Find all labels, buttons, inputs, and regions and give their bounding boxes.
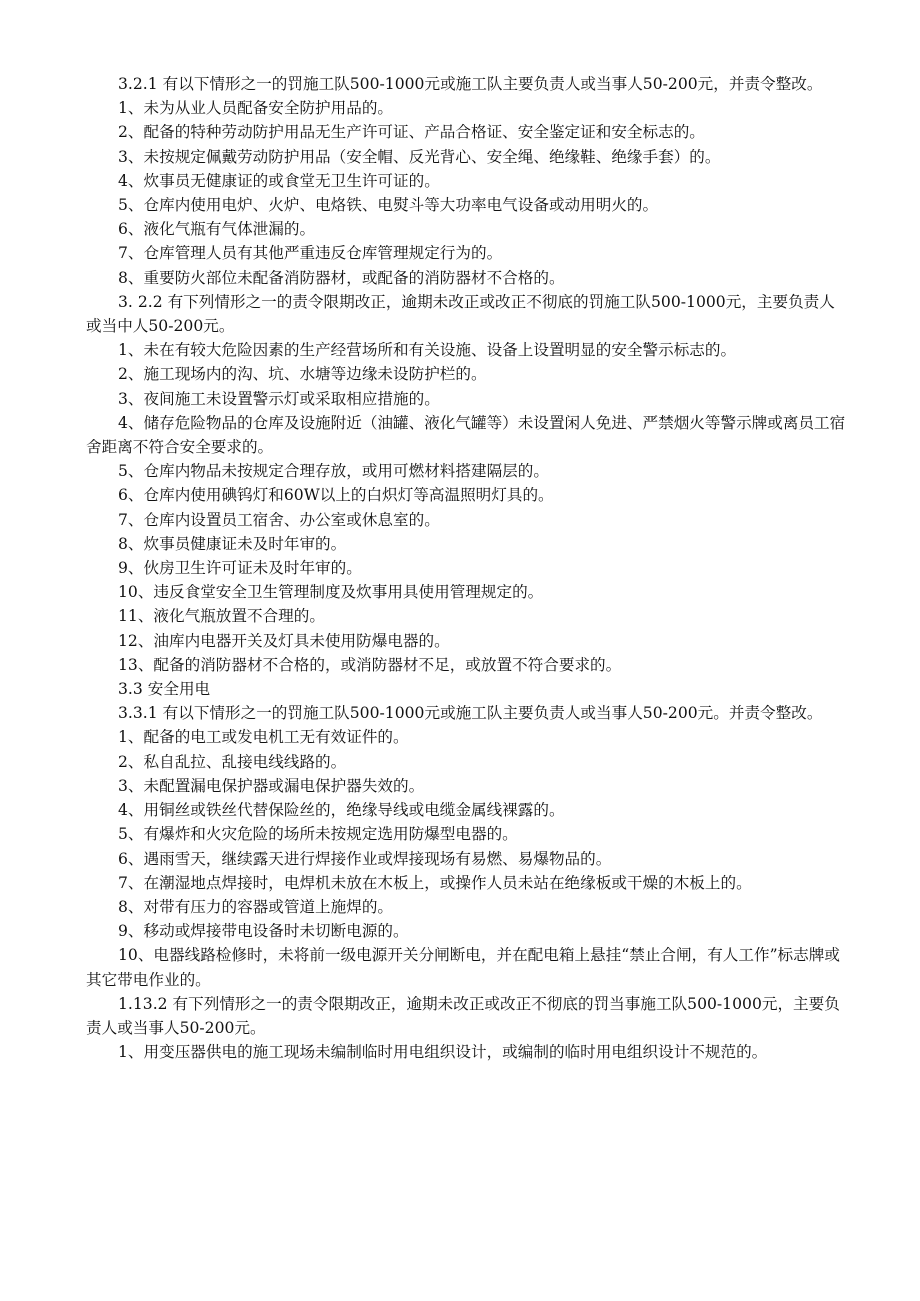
paragraph: 8、对带有压力的容器或管道上施焊的。	[118, 897, 394, 916]
paragraph: 13、配备的消防器材不合格的，或消防器材不足，或放置不符合要求的。	[118, 655, 622, 674]
paragraph: 2、私自乱拉、乱接电线线路的。	[118, 752, 347, 771]
paragraph: 10、违反食堂安全卫生管理制度及炊事用具使用管理规定的。	[118, 583, 544, 602]
paragraph: 3、未配置漏电保护器或漏电保护器失效的。	[118, 776, 425, 795]
paragraph: 4、炊事员无健康证的或食堂无卫生许可证的。	[118, 171, 440, 190]
paragraph: 7、仓库管理人员有其他严重违反仓库管理规定行为的。	[118, 244, 503, 263]
paragraph: 3.3 安全用电	[118, 680, 211, 699]
paragraph: 4、储存危险物品的仓库及设施附近（油罐、液化气罐等）未设置闲人免进、严禁烟火等警示牌或离员工宿舍距离不符合安全要求的。	[86, 413, 846, 457]
paragraph: 8、重要防火部位未配备消防器材，或配备的消防器材不合格的。	[118, 268, 565, 287]
paragraph: 9、移动或焊接带电设备时未切断电源的。	[118, 922, 409, 941]
paragraph: 7、在潮湿地点焊接时，电焊机未放在木板上，或操作人员未站在绝缘板或干燥的木板上的。	[118, 873, 752, 892]
paragraph: 4、用铜丝或铁丝代替保险丝的，绝缘导线或电缆金属线裸露的。	[118, 801, 565, 820]
paragraph: 1.13.2 有下列情形之一的责令限期改正，逾期未改正或改正不彻底的罚当事施工队500-1000元，主要负责人或当事人50-200元。	[86, 994, 840, 1037]
paragraph: 2、配备的特种劳动防护用品无生产许可证、产品合格证、安全鉴定证和安全标志的。	[118, 123, 705, 142]
paragraph: 5、仓库内物品未按规定合理存放，或用可燃材料搭建隔层的。	[118, 462, 549, 481]
paragraph: 10、电器线路检修时，未将前一级电源开关分闸断电，并在配电箱上悬挂“禁止合闸，有人工作”标志牌或其它带电作业的。	[86, 946, 840, 989]
paragraph: 3.3.1 有以下情形之一的罚施工队500-1000元或施工队主要负责人或当事人50-200元。并责令整改。	[118, 704, 823, 723]
paragraph: 12、油库内电器开关及灯具未使用防爆电器的。	[118, 631, 450, 650]
paragraph: 1、未在有较大危险因素的生产经营场所和有关设施、设备上设置明显的安全警示标志的。	[118, 341, 737, 360]
document-page	[86, 72, 846, 1064]
paragraph: 3、未按规定佩戴劳动防护用品（安全帽、反光背心、安全绳、绝缘鞋、绝缘手套）的。	[118, 147, 721, 166]
paragraph: 3、夜间施工未设置警示灯或采取相应措施的。	[118, 389, 440, 408]
paragraph: 6、遇雨雪天，继续露天进行焊接作业或焊接现场有易燃、易爆物品的。	[118, 849, 612, 868]
paragraph: 5、有爆炸和火灾危险的场所未按规定选用防爆型电器的。	[118, 825, 518, 844]
paragraph: 1、未为从业人员配备安全防护用品的。	[118, 99, 394, 118]
paragraph: 1、配备的电工或发电机工无有效证件的。	[118, 728, 409, 747]
paragraph: 2、施工现场内的沟、坑、水塘等边缘未设防护栏的。	[118, 365, 487, 384]
paragraph: 6、仓库内使用碘钨灯和60W以上的白炽灯等高温照明灯具的。	[118, 486, 554, 505]
paragraph: 8、炊事员健康证未及时年审的。	[118, 534, 347, 553]
paragraph: 3.2.1 有以下情形之一的罚施工队500-1000元或施工队主要负责人或当事人50-200元，并责令整改。	[118, 75, 823, 93]
paragraph: 1、用变压器供电的施工现场未编制临时用电组织设计，或编制的临时用电组织设计不规范的。	[118, 1043, 768, 1062]
paragraph: 5、仓库内使用电炉、火炉、电烙铁、电熨斗等大功率电气设备或动用明火的。	[118, 196, 659, 215]
paragraph: 11、液化气瓶放置不合理的。	[118, 607, 325, 626]
paragraph: 3. 2.2 有下列情形之一的责令限期改正，逾期未改正或改正不彻底的罚施工队500-1000元，主要负责人或当中人50-200元。	[86, 292, 835, 336]
paragraph: 7、仓库内设置员工宿舍、办公室或休息室的。	[118, 510, 440, 529]
paragraph: 6、液化气瓶有气体泄漏的。	[118, 220, 316, 239]
paragraph: 9、伙房卫生许可证未及时年审的。	[118, 559, 362, 578]
